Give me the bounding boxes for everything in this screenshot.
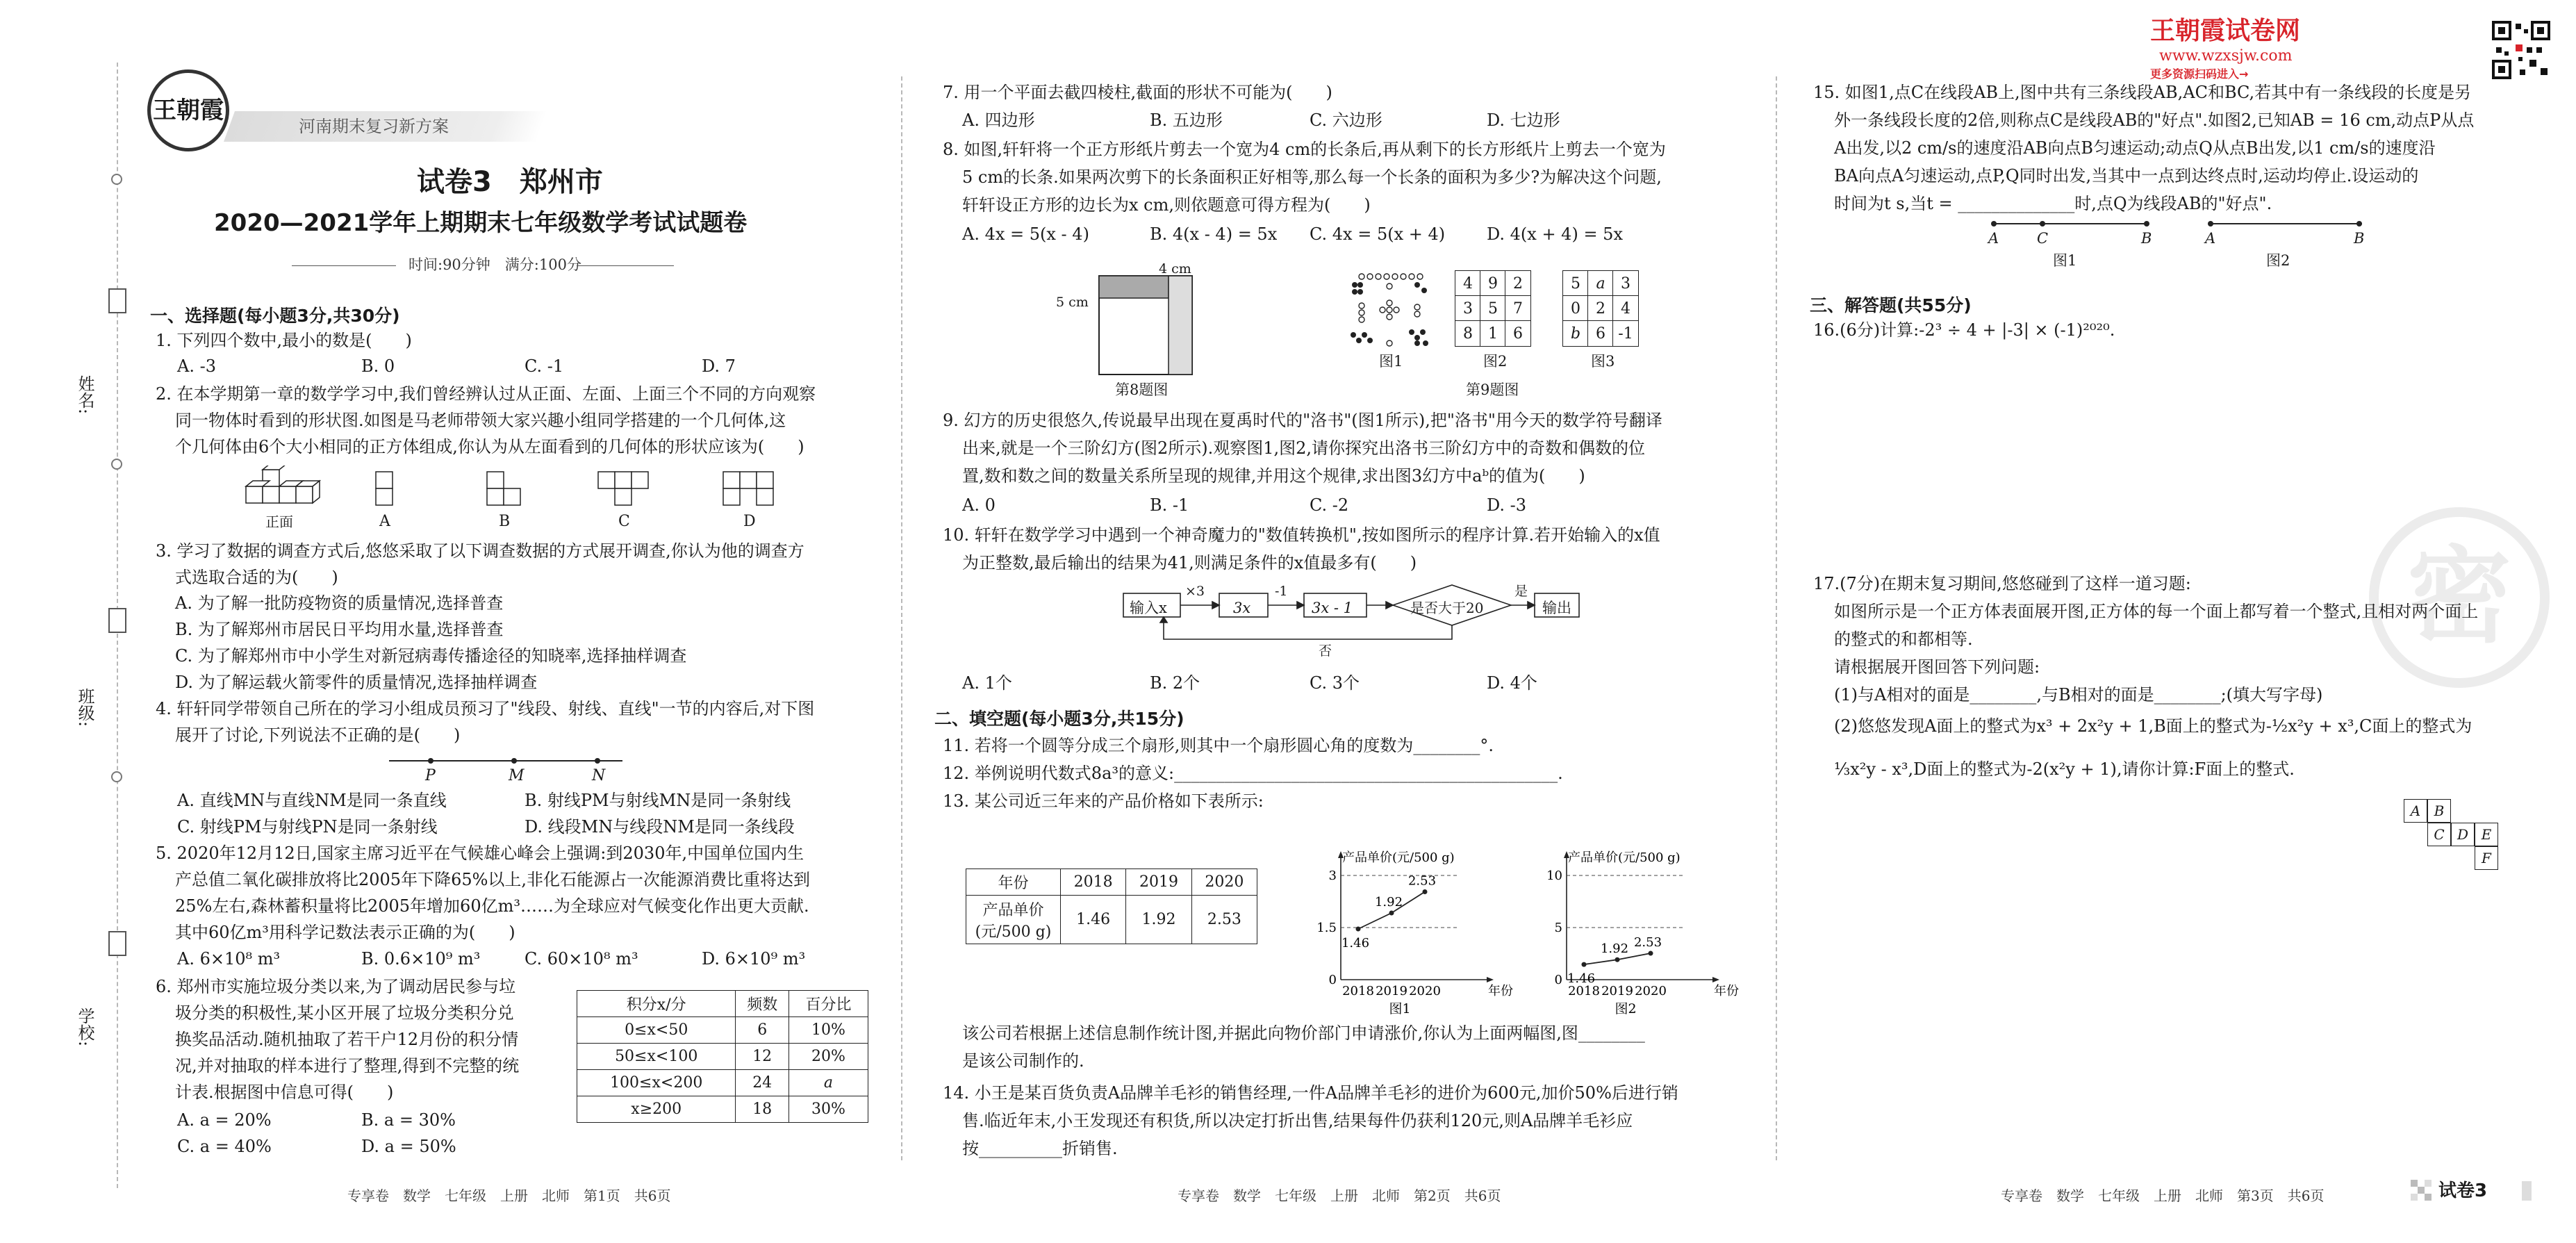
q17-cube-net	[2404, 799, 2508, 877]
q2-solid-figure	[243, 466, 327, 509]
q9-luoshu-figure	[1348, 271, 1431, 349]
x-tick-label: 2018	[1342, 984, 1374, 998]
q1-option-d[interactable]: D. 7	[702, 356, 736, 376]
page-1-footer: 专享卷 数学 七年级 上册 北师 第1页 共6页	[347, 1187, 671, 1204]
q6-score-table	[577, 990, 868, 1123]
data-point	[1649, 951, 1653, 956]
grid-cell: 9	[1480, 270, 1506, 297]
data-point	[1423, 889, 1428, 894]
chart-caption: 图2	[1615, 1001, 1637, 1014]
x-axis-arrow	[1487, 977, 1494, 982]
q8-option-b[interactable]: B. 4(x - 4) = 5x	[1150, 224, 1278, 244]
table-row	[577, 1044, 868, 1070]
q4-line-2: 展开了讨论,下列说法不正确的是( )	[175, 725, 461, 745]
q6-option-a[interactable]: A. a = 20%	[177, 1110, 272, 1130]
q2-view-a[interactable]	[375, 471, 393, 507]
q9-line-1: 9. 幻方的历史很悠久,传说最早出现在夏禹时代的"洛书"(图1所示),把"洛书"用今天的数学符号翻译	[943, 411, 1662, 430]
data-point	[1356, 927, 1361, 932]
grid-cell: 2	[1505, 270, 1531, 297]
q4-point-n: N	[592, 767, 606, 784]
q4-option-c[interactable]: C. 射线PM与射线PN是同一条射线	[177, 817, 438, 837]
table-header-cell: 2018	[1061, 869, 1126, 896]
binding-hole-3	[111, 771, 122, 782]
logo-text: 王朝霞	[153, 97, 224, 124]
paper-title: 试卷3 郑州市	[417, 166, 603, 198]
grid-cell: -1	[1612, 320, 1639, 347]
q7-option-c[interactable]: C. 六边形	[1310, 110, 1382, 130]
brand-logo	[147, 69, 229, 151]
meta-rule-right	[577, 265, 674, 266]
table-cell: 2.53	[1191, 896, 1257, 944]
column-divider-1	[901, 76, 902, 1160]
table-cell: 24	[736, 1070, 789, 1096]
q9-magic-square-2	[1455, 271, 1530, 346]
grid-cell: 4	[1455, 270, 1481, 297]
q10-line-1: 10. 轩轩在数学学习中遇到一个神奇魔力的"数值转换机",按如图所示的程序计算.若开始输入的x值	[943, 525, 1660, 545]
table-row	[577, 1017, 868, 1044]
table-header-cell: 2019	[1126, 869, 1191, 896]
q15-fig2-caption: 图2	[2266, 252, 2290, 269]
q10-option-b[interactable]: B. 2个	[1150, 673, 1200, 693]
q6-option-b[interactable]: B. a = 30%	[361, 1110, 456, 1130]
q2-label-a: A	[379, 513, 390, 530]
q6-line-2: 圾分类的积极性,某小区开展了垃圾分类积分兑	[175, 1003, 514, 1023]
q6-line-1: 6. 郑州市实施垃圾分类以来,为了调动居民参与垃	[156, 977, 516, 996]
data-point	[1389, 911, 1394, 916]
q4-option-a[interactable]: A. 直线MN与直线NM是同一条直线	[177, 791, 447, 810]
q4-point-p: P	[425, 767, 436, 784]
q9-caption: 第9题图	[1466, 381, 1519, 398]
flow-box-3x-1: 3x - 1	[1312, 600, 1353, 616]
binding-hole-1	[111, 174, 122, 185]
table-cell: 1.92	[1126, 896, 1191, 944]
watermark-stamp	[2369, 507, 2550, 688]
grid-cell: 1	[1480, 320, 1506, 347]
q2-line-2: 同一物体时看到的形状图.如图是马老师带领大家兴趣小组同学搭建的一个几何体,这	[175, 411, 786, 430]
q9-fig1-caption: 图1	[1379, 353, 1403, 370]
data-label: 1.46	[1341, 936, 1370, 950]
school-label: 学校:	[75, 1007, 94, 1047]
q15-line-5: 时间为t s,当t = ______________时,点Q为线段AB的"好点".	[1834, 194, 2272, 213]
table-cell: 30%	[789, 1096, 868, 1123]
q13-line-1: 该公司若根据上述信息制作统计图,并据此向物价部门申请涨价,你认为上面两幅图,图________	[962, 1023, 1645, 1043]
q6-option-d[interactable]: D. a = 50%	[361, 1137, 456, 1156]
q2-view-d[interactable]	[723, 471, 775, 507]
net-face-a: A	[2404, 799, 2427, 823]
table-cell: 50≤x<100	[577, 1044, 736, 1070]
q4-option-b[interactable]: B. 射线PM与射线MN是同一条射线	[525, 791, 791, 810]
table-row	[966, 896, 1257, 944]
table-header-cell: 积分x/分	[577, 991, 736, 1017]
name-label: 姓名:	[75, 375, 94, 415]
column-divider-2	[1776, 76, 1777, 1160]
q13-chart-2	[1539, 848, 1740, 1014]
q13-chart-1	[1313, 848, 1514, 1014]
q6-line-4: 况,并对抽取的样本进行了整理,得到不完整的统	[175, 1056, 520, 1076]
q3-option-b[interactable]: B. 为了解郑州市居民日平均用水量,选择普查	[175, 620, 504, 639]
q5-option-b[interactable]: B. 0.6×10⁹ m³	[361, 949, 481, 969]
q15-fig1-c: C	[2037, 230, 2049, 247]
q4-option-d[interactable]: D. 线段MN与线段NM是同一条线段	[525, 817, 795, 837]
y-tick-label: 5	[1554, 921, 1562, 935]
q8-line-2: 5 cm的长条.如果两次剪下的长条面积正好相等,那么每一个长条的面积为多少?为解决这个问题,	[962, 167, 1662, 187]
watermark-char: 密	[2406, 536, 2511, 657]
table-cell: 0≤x<50	[577, 1017, 736, 1044]
x-axis-arrow	[1712, 977, 1719, 982]
q8-line-3: 轩轩设正方形的边长为x cm,则依题意可得方程为( )	[962, 195, 1371, 215]
q2-front-label: 正面	[265, 513, 293, 530]
q8-option-a[interactable]: A. 4x = 5(x - 4)	[962, 224, 1089, 244]
y-tick-label: 10	[1546, 869, 1562, 883]
site-note: 更多资源扫码进入→	[2150, 67, 2249, 81]
checker-icon	[2411, 1180, 2431, 1201]
q17-line-1: 17.(7分)在期末复习期间,悠悠碰到了这样一道习题:	[1813, 574, 2191, 593]
q17-line-3: 的整式的和都相等.	[1834, 629, 1973, 649]
chart-title: 产品单价(元/500 g)	[1342, 850, 1455, 865]
q9-option-c[interactable]: C. -2	[1310, 495, 1349, 515]
paper-meta: 时间:90分钟 满分:100分	[408, 256, 581, 273]
flow-box-3x: 3x	[1233, 600, 1251, 616]
q8-label-4cm: 4 cm	[1159, 261, 1191, 277]
q2-line-3: 个几何体由6个大小相同的正方体组成,你认为从左面看到的几何体的形状应该为( )	[175, 437, 804, 456]
net-face-b: B	[2427, 799, 2451, 823]
table-row	[577, 1096, 868, 1123]
q2-label-b: B	[499, 513, 511, 530]
q15-line-4: BA向点A匀速运动,点P,Q同时出发,当其中一点到达终点时,运动均停止.设运动的	[1834, 166, 2419, 186]
q3-option-c[interactable]: C. 为了解郑州市中小学生对新冠病毒传播途径的知晓率,选择抽样调查	[175, 646, 687, 666]
q10-option-a[interactable]: A. 1个	[962, 673, 1012, 693]
x-tick-label: 2020	[1409, 984, 1441, 998]
grid-cell: b	[1562, 320, 1589, 347]
x-axis-label: 年份	[1714, 984, 1739, 998]
table-cell: a	[789, 1070, 868, 1096]
grid-cell: 7	[1505, 295, 1531, 322]
grid-cell: 2	[1587, 295, 1614, 322]
chart-caption: 图1	[1389, 1001, 1411, 1014]
q9-option-b[interactable]: B. -1	[1150, 495, 1189, 515]
table-row-label	[966, 896, 1061, 944]
x-tick-label: 2020	[1635, 984, 1667, 998]
data-label: 2.53	[1633, 935, 1662, 950]
grid-cell: 3	[1455, 295, 1481, 322]
q14-line-3: 按__________折销售.	[962, 1139, 1118, 1158]
q15-line-1: 15. 如图1,点C在线段AB上,图中共有三条线段AB,AC和BC,若其中有一条线段的长度是另	[1813, 83, 2472, 102]
table-header-cell: 2020	[1191, 869, 1257, 896]
net-face-e: E	[2475, 823, 2498, 846]
seal-box-2	[108, 608, 126, 633]
grid-cell: 3	[1612, 270, 1639, 297]
data-point	[1615, 957, 1620, 962]
table-cell: 12	[736, 1044, 789, 1070]
q8-option-d[interactable]: D. 4(x + 4) = 5x	[1487, 224, 1623, 244]
q4-point-m: M	[509, 767, 525, 784]
q3-option-a[interactable]: A. 为了解一批防疫物资的质量情况,选择普查	[175, 593, 504, 613]
class-label: 班级:	[75, 688, 94, 727]
flow-input: 输入x	[1130, 600, 1167, 616]
q17-line-6: (2)悠悠发现A面上的整式为x³ + 2x²y + 1,B面上的整式为-½x²y + x³,C面上的整式为	[1834, 716, 2472, 736]
table-cell: 6	[736, 1017, 789, 1044]
data-label: 1.46	[1567, 971, 1596, 987]
q15-fig2-b: B	[2354, 230, 2365, 247]
table-header-cell: 百分比	[789, 991, 868, 1017]
q8-label-5cm: 5 cm	[1056, 295, 1089, 310]
qr-code-icon[interactable]	[2491, 19, 2552, 81]
flow-yes: 是	[1514, 584, 1528, 599]
q9-fig2-caption: 图2	[1483, 353, 1508, 370]
grid-cell: 4	[1612, 295, 1639, 322]
q10-option-c[interactable]: C. 3个	[1310, 673, 1360, 693]
q8-caption: 第8题图	[1115, 381, 1169, 398]
q11-stem: 11. 若将一个圆等分成三个扇形,则其中一个扇形圆心角的度数为________°.	[943, 736, 1494, 755]
page-2-footer: 专享卷 数学 七年级 上册 北师 第2页 共6页	[1178, 1187, 1501, 1204]
grid-cell: a	[1587, 270, 1614, 297]
page-3-footer: 专享卷 数学 七年级 上册 北师 第3页 共6页	[2001, 1187, 2325, 1204]
table-cell: 20%	[789, 1044, 868, 1070]
q1-option-c[interactable]: C. -1	[525, 356, 564, 376]
q6-line-3: 换奖品活动.随机抽取了若干户12月份的积分情	[175, 1030, 519, 1049]
flow-minus1: -1	[1275, 584, 1288, 599]
q4-line-1: 4. 轩轩同学带领自己所在的学习小组成员预习了"线段、射线、直线"一节的内容后,对下图	[156, 699, 815, 718]
q14-line-2: 售.临近年末,小王发现还有积货,所以决定打折出售,结果每件仍获利120元,则A品牌羊毛衫应	[962, 1111, 1633, 1130]
table-cell: 10%	[789, 1017, 868, 1044]
data-label: 2.53	[1407, 873, 1437, 889]
q7-option-a[interactable]: A. 四边形	[962, 110, 1035, 130]
q2-view-b[interactable]	[486, 471, 522, 507]
q10-option-d[interactable]: D. 4个	[1487, 673, 1537, 693]
q9-line-3: 置,数和数之间的数量关系所呈现的规律,并用这个规律,求出图3幻方中aᵇ的值为( )	[962, 466, 1585, 486]
flow-condition: 是否大于20	[1410, 600, 1484, 616]
q5-option-a[interactable]: A. 6×10⁸ m³	[177, 949, 281, 969]
q15-fig1-caption: 图1	[2053, 252, 2077, 269]
seal-box-1	[108, 288, 126, 313]
banner-text: 河南期末复习新方案	[299, 117, 449, 136]
data-point	[1582, 962, 1587, 967]
table-cell: x≥200	[577, 1096, 736, 1123]
q5-option-d[interactable]: D. 6×10⁹ m³	[702, 949, 806, 969]
table-header-row	[966, 869, 1257, 896]
x-tick-label: 2019	[1376, 984, 1407, 998]
grid-cell: 8	[1455, 320, 1481, 347]
grid-cell: 5	[1562, 270, 1589, 297]
data-label: 1.92	[1374, 895, 1403, 909]
x-tick-label: 2018	[1568, 984, 1600, 998]
q5-option-c[interactable]: C. 60×10⁸ m³	[525, 949, 638, 969]
table-cell: 18	[736, 1096, 789, 1123]
row-label-line-1: 产品单价	[982, 901, 1044, 919]
q9-magic-square-3	[1563, 271, 1638, 346]
x-axis-label: 年份	[1488, 984, 1513, 998]
table-header-cell: 频数	[736, 991, 789, 1017]
grid-cell: 0	[1562, 295, 1589, 322]
table-header-cell: 年份	[966, 869, 1061, 896]
q7-option-d[interactable]: D. 七边形	[1487, 110, 1560, 130]
q1-option-a[interactable]: A. -3	[177, 356, 216, 376]
q7-option-b[interactable]: B. 五边形	[1150, 110, 1223, 130]
y-tick-label: 0	[1554, 973, 1562, 987]
table-cell: 1.46	[1061, 896, 1126, 944]
q15-fig1-b: B	[2141, 230, 2152, 247]
y-tick-label: 3	[1328, 869, 1337, 883]
section-2-heading: 二、填空题(每小题3分,共15分)	[934, 709, 1184, 729]
seal-box-3	[108, 931, 126, 956]
q9-line-2: 出来,就是一个三阶幻方(图2所示).观察图1,图2,请你探究出洛书三阶幻方中的奇数和偶数的位	[962, 438, 1646, 458]
net-face-f: F	[2475, 846, 2498, 870]
q2-line-1: 2. 在本学期第一章的数学学习中,我们曾经辨认过从正面、左面、上面三个不同的方向观察	[156, 384, 816, 404]
flow-output: 输出	[1542, 600, 1571, 616]
q9-fig3-caption: 图3	[1591, 353, 1615, 370]
q2-label-c: C	[618, 513, 630, 530]
table-row	[577, 1070, 868, 1096]
q14-line-1: 14. 小王是某百货负责A品牌羊毛衫的销售经理,一件A品牌羊毛衫的进价为600元,加价50%后进行销	[943, 1083, 1678, 1103]
section-1-heading: 一、选择题(每小题3分,共30分)	[150, 306, 400, 326]
q13-stem: 13. 某公司近三年来的产品价格如下表所示:	[943, 791, 1264, 811]
q17-line-4: 请根据展开图回答下列问题:	[1834, 657, 2040, 677]
q1-option-b[interactable]: B. 0	[361, 356, 395, 376]
q17-line-2: 如图所示是一个正方体表面展开图,正方体的每一个面上都写着一个整式,且相对两个面上	[1834, 602, 2479, 621]
grid-cell: 6	[1587, 320, 1614, 347]
q13-line-2: 是该公司制作的.	[962, 1051, 1084, 1071]
y-tick-label: 0	[1328, 973, 1337, 987]
table-cell: 100≤x<200	[577, 1070, 736, 1096]
q4-line-figure	[389, 754, 625, 768]
flow-no: 否	[1319, 643, 1332, 659]
q13-price-table	[966, 869, 1257, 944]
q2-label-d: D	[743, 513, 756, 530]
q8-figure	[1098, 274, 1195, 377]
q15-fig1-a: A	[1988, 230, 1999, 247]
q17-line-5: (1)与A相对的面是________,与B相对的面是________;(填大写字母)	[1834, 685, 2323, 705]
paper-tag: 试卷3	[2438, 1180, 2488, 1201]
q12-stem: 12. 举例说明代数式8a³的意义:______________________________________________.	[943, 764, 1563, 783]
binding-hole-2	[111, 459, 122, 470]
site-name: 王朝霞试卷网	[2150, 17, 2301, 45]
q8-line-1: 8. 如图,轩轩将一个正方形纸片剪去一个宽为4 cm的长条后,再从剩下的长方形纸片上剪去一个宽为	[943, 140, 1666, 159]
q5-line-3: 25%左右,森林蓄积量将比2005年增加60亿m³……为全球应对气候变化作出更大贡献.	[175, 896, 809, 916]
q3-line-1: 3. 学习了数据的调查方式后,悠悠采取了以下调查数据的方式展开调查,你认为他的调查方	[156, 541, 804, 561]
q5-line-1: 5. 2020年12月12日,国家主席习近平在气候雄心峰会上强调:到2030年,中国单位国内生	[156, 843, 804, 863]
x-tick-label: 2019	[1601, 984, 1633, 998]
q5-line-4: 其中60亿m³用科学记数法表示正确的为( )	[175, 923, 515, 942]
q5-line-2: 产总值二氧化碳排放将比2005年下降65%以上,非化石能源占一次能源消费比重将达到	[175, 870, 811, 889]
data-label: 1.92	[1600, 941, 1629, 957]
grid-cell: 6	[1505, 320, 1531, 347]
y-tick-label: 1.5	[1316, 921, 1337, 935]
q7-stem: 7. 用一个平面去截四棱柱,截面的形状不可能为( )	[943, 83, 1332, 102]
q8-option-c[interactable]: C. 4x = 5(x + 4)	[1310, 224, 1446, 244]
q6-line-5: 计表.根据图中信息可得( )	[175, 1083, 394, 1102]
q1-stem: 1. 下列四个数中,最小的数是( )	[156, 331, 412, 350]
q15-line-2: 外一条线段长度的2倍,则称点C是线段AB的"好点".如图2,已知AB = 16 cm,动点P从点	[1834, 110, 2475, 130]
site-url[interactable]: www.wzxsjw.com	[2159, 47, 2293, 65]
net-face-c: C	[2427, 823, 2451, 846]
q2-view-c[interactable]	[597, 471, 650, 507]
q15-line-3: A出发,以2 cm/s的速度沿AB向点B匀速运动;动点Q从点B出发,以1 cm/s的速度沿	[1834, 138, 2436, 158]
grid-cell: 5	[1480, 295, 1506, 322]
q16-stem: 16.(6分)计算:-2³ ÷ 4 + |-3| × (-1)²⁰²⁰.	[1813, 320, 2115, 340]
q9-option-d[interactable]: D. -3	[1487, 495, 1527, 515]
table-header-row	[577, 991, 868, 1017]
section-3-heading: 三、解答题(共55分)	[1810, 295, 1972, 315]
q10-line-2: 为正整数,最后输出的结果为41,则满足条件的x值最多有( )	[962, 553, 1417, 573]
q6-option-c[interactable]: C. a = 40%	[177, 1137, 272, 1156]
net-face-d: D	[2451, 823, 2475, 846]
q3-line-2: 式选取合适的为( )	[175, 568, 338, 587]
q3-option-d[interactable]: D. 为了解运载火箭零件的质量情况,选择抽样调查	[175, 673, 538, 692]
meta-rule-left	[292, 265, 396, 266]
paper-subtitle: 2020—2021学年上期期末七年级数学考试试题卷	[214, 209, 748, 237]
q9-option-a[interactable]: A. 0	[962, 495, 996, 515]
tag-bar	[2522, 1181, 2532, 1201]
flow-times3: ×3	[1185, 584, 1205, 599]
q15-fig2-a: A	[2205, 230, 2216, 247]
q17-line-7: ⅓x²y - x³,D面上的整式为-2(x²y + 1),请你计算:F面上的整式.	[1834, 759, 2295, 779]
row-label-line-2: (元/500 g)	[975, 923, 1052, 941]
chart-title: 产品单价(元/500 g)	[1568, 850, 1681, 865]
